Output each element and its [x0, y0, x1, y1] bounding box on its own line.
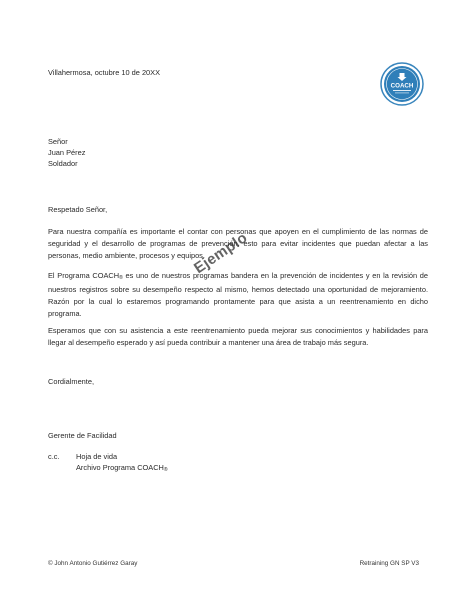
watermark: Ejemplo — [191, 229, 251, 278]
salutation: Respetado Señor, — [48, 205, 108, 214]
place-date: Villahermosa, octubre 10 de 20XX — [48, 68, 161, 77]
recipient-role: Soldador — [48, 159, 78, 168]
recipient-title: Señor — [48, 137, 68, 146]
coach-logo — [380, 62, 424, 106]
cc-item — [76, 463, 168, 473]
recipient-name: Juan Pérez — [48, 148, 86, 157]
registered-mark: ® — [119, 275, 123, 281]
logo-text: COACH — [390, 82, 414, 90]
footer-copyright: © John Antonio Gutiérrez Garay — [48, 560, 138, 567]
cc-item-text: Archivo Programa COACH — [76, 463, 164, 472]
signature-title: Gerente de Facilidad — [48, 431, 117, 440]
paragraph-3: Esperamos que con su asistencia a este reentrenamiento pueda mejorar sus conocimientos y habilidades para llegar al desempeño esperado y así pueda contribuir a mantener una área de trabajo más segura. — [48, 326, 428, 347]
closing: Cordialmente, — [48, 377, 95, 386]
coach-logo-icon — [380, 62, 424, 106]
paragraph-2 — [48, 270, 428, 320]
registered-mark: ® — [163, 467, 168, 473]
footer-version: Retraining GN SP V3 — [359, 560, 419, 567]
paragraph-2-rest: es uno de nuestros programas bandera en la prevención de incidentes y en la revisión de nuestros registros sobre su desempeño respecto al mismo, hemos detectado una oportunidad de mejoramiento. Razón por la cual lo estaremos programando prontamente para que asista a un reentrenamiento en dicho programa. — [48, 271, 428, 318]
cc-item: Hoja de vida — [76, 452, 118, 461]
cc-label: c.c. — [48, 452, 60, 461]
paragraph-1: Para nuestra compañía es importante el contar con personas que apoyen en el cumplimiento de las normas de seguridad y el desarrollo de programas de prevención, esto para evitar incidentes que puedan afectar a las personas, medio ambiente, procesos y equipos. — [48, 227, 428, 260]
paragraph-2-lead: El Programa COACH — [48, 271, 120, 280]
